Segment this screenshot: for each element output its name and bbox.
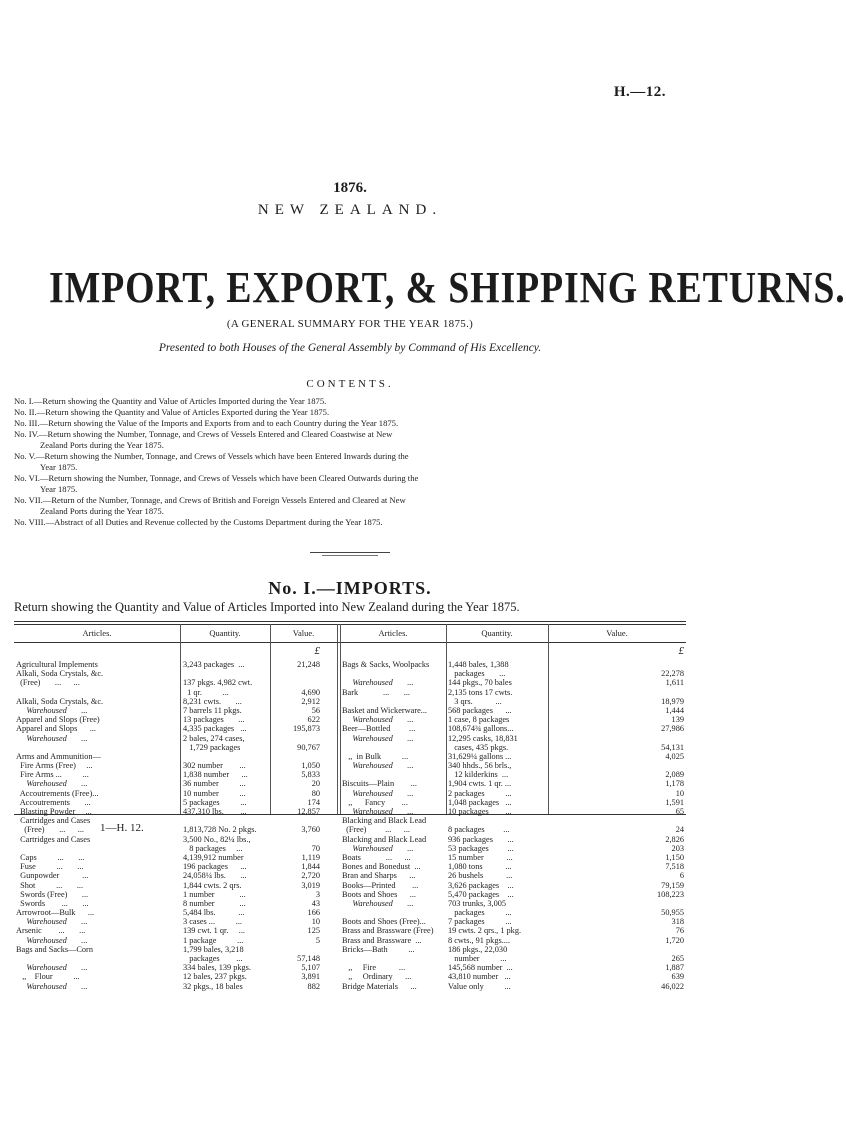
right-article-cell: ,, Ordinary ... xyxy=(342,972,412,982)
contents-item xyxy=(14,495,686,517)
table-rule xyxy=(14,621,686,622)
left-quantity-cell: 32 pkgs., 18 bales xyxy=(183,981,243,991)
left-value-cell xyxy=(272,835,320,844)
column-rule xyxy=(180,624,181,814)
right-value-cell: 139 xyxy=(671,715,684,725)
right-article-cell: Bark ... ... xyxy=(342,687,410,697)
left-value-cell: 80 xyxy=(311,788,320,798)
left-article-cell: (Free) ... ... xyxy=(16,825,84,835)
contents-item xyxy=(14,396,686,407)
left-article-cell: Fire Arms ... ... xyxy=(16,770,89,780)
left-value-cell: 3,760 xyxy=(301,825,320,835)
left-value-cell: 2,912 xyxy=(301,696,320,706)
right-quantity-cell: 108,674¾ gallons... xyxy=(448,724,514,734)
left-quantity-cell: 1 number ... xyxy=(183,889,246,899)
left-quantity-cell: 10 number ... xyxy=(183,788,246,798)
right-value-cell: 318 xyxy=(671,917,684,927)
left-value-cell xyxy=(272,816,320,825)
right-article-cell: Brass and Brassware (Free) xyxy=(342,926,434,936)
right-quantity-cell: packages ... xyxy=(448,669,506,679)
right-value-cell: 79,159 xyxy=(661,880,684,890)
currency-symbol: £ xyxy=(678,645,684,657)
column-rule xyxy=(337,624,338,814)
right-article-cell: Warehoused ... xyxy=(342,807,414,816)
right-article-cell: Warehoused ... xyxy=(342,898,414,908)
right-quantity-cell: 12,295 casks, 18,831 xyxy=(448,733,518,743)
left-article-cell: Alkali, Soda Crystals, &c. xyxy=(16,696,104,706)
right-value-cell: 27,986 xyxy=(661,724,684,734)
left-value-cell: 43 xyxy=(311,898,320,908)
left-value-cell: 125 xyxy=(307,926,320,936)
right-quantity-column xyxy=(448,660,547,991)
right-quantity-cell xyxy=(448,816,547,825)
left-value-cell: 3,019 xyxy=(301,880,320,890)
left-article-cell: Warehoused ... xyxy=(16,733,88,743)
left-quantity-cell: 302 number ... xyxy=(183,761,246,771)
left-article-cell: Shot ... ... xyxy=(16,880,84,890)
right-article-cell: Bridge Materials ... xyxy=(342,981,417,991)
right-article-cell: Boots and Shoes (Free)... xyxy=(342,917,426,927)
left-quantity-cell xyxy=(183,752,269,761)
left-quantity-cell: 3 cases ... ... xyxy=(183,917,242,927)
right-quantity-cell: 10 packages ... xyxy=(448,807,512,816)
right-value-cell: 1,591 xyxy=(665,797,684,807)
right-quantity-cell: 8 packages ... xyxy=(448,825,510,835)
right-value-cell: 24 xyxy=(675,825,684,835)
left-value-cell: 90,767 xyxy=(297,742,320,752)
left-article-cell: Gunpowder ... xyxy=(16,871,89,881)
left-quantity-cell: 8 number ... xyxy=(183,898,246,908)
contents-item-text: No. VI.—Return showing the Number, Tonnage, and Crews of Vessels which have been Cleared Outwards during the xyxy=(14,473,419,483)
right-value-cell: 76 xyxy=(675,926,684,936)
right-article-cell: Warehoused ... xyxy=(342,788,414,798)
left-value-cell xyxy=(272,669,320,678)
contents-item-continuation: Year 1875. xyxy=(40,484,78,494)
right-value-cell: 1,887 xyxy=(665,963,684,973)
left-value-cell: 5,833 xyxy=(301,770,320,780)
right-value-cell: 1,178 xyxy=(665,779,684,789)
right-article-cell: Books—Printed ... xyxy=(342,880,419,890)
right-article-cell xyxy=(342,669,445,678)
left-quantity-cell: 1,799 bales, 3,218 xyxy=(183,944,244,954)
right-value-cell xyxy=(550,660,684,669)
right-quantity-cell: 5,470 packages ... xyxy=(448,889,514,899)
left-value-cell: 5,107 xyxy=(301,963,320,973)
left-article-cell: (Free) ... ... xyxy=(16,678,80,688)
left-quantity-cell: 13 packages ... xyxy=(183,715,245,725)
contents-heading: CONTENTS. xyxy=(306,378,394,390)
right-value-cell: 65 xyxy=(675,807,684,816)
right-quantity-cell: 568 packages ... xyxy=(448,705,512,715)
right-value-cell: 46,022 xyxy=(661,981,684,991)
left-quantity-cell: 12 bales, 237 pkgs. xyxy=(183,972,247,982)
left-value-cell: 195,873 xyxy=(293,724,320,734)
right-article-cell: Biscuits—Plain ... xyxy=(342,779,417,789)
left-article-cell: Apparel and Slops (Free) xyxy=(16,715,100,725)
right-article-cell: ,, Fancy ... xyxy=(342,797,408,807)
left-article-cell: Warehoused ... xyxy=(16,917,88,927)
left-article-cell: Warehoused ... xyxy=(16,705,88,715)
currency-symbol: £ xyxy=(314,645,320,657)
left-quantity-cell xyxy=(183,669,269,678)
contents-item-text: No. V.—Return showing the Number, Tonnage, and Crews of Vessels which have been Entered Inwards during the xyxy=(14,451,409,461)
left-article-cell xyxy=(16,743,179,752)
left-article-cell: Swords (Free) ... xyxy=(16,889,89,899)
right-article-cell: Boats ... ... xyxy=(342,852,411,862)
right-quantity-cell: 2 packages ... xyxy=(448,788,512,798)
left-quantity-cell: 7 barrels 11 pkgs. xyxy=(183,705,242,715)
left-value-cell: 174 xyxy=(307,797,320,807)
right-value-cell: 7,518 xyxy=(665,862,684,872)
contents-item-text: No. VIII.—Abstract of all Duties and Revenue collected by the Customs Department during the Year 1875. xyxy=(14,517,383,527)
left-article-cell: Accoutrements ... xyxy=(16,797,91,807)
right-value-cell: 1,611 xyxy=(665,678,684,688)
right-value-cell xyxy=(550,899,684,908)
right-article-cell: Boots and Shoes ... xyxy=(342,889,416,899)
contents-item xyxy=(14,429,686,451)
right-articles-column xyxy=(342,660,445,991)
left-article-cell xyxy=(16,954,179,963)
table-rule xyxy=(14,624,686,625)
left-value-column xyxy=(272,660,320,991)
left-article-cell: Warehoused ... xyxy=(16,981,88,991)
left-quantity-cell: 1 qr. ... xyxy=(183,687,229,697)
left-quantity-cell: 36 number ... xyxy=(183,779,246,789)
right-quantity-cell: 1,448 bales, 1,388 xyxy=(448,660,509,669)
contents-item-continuation: Zealand Ports during the Year 1875. xyxy=(40,506,164,516)
right-quantity-cell: Value only ... xyxy=(448,981,511,991)
left-value-cell: 20 xyxy=(311,779,320,789)
contents-item xyxy=(14,473,686,495)
left-value-cell: 12,857 xyxy=(297,807,320,816)
left-article-cell: Agricultural Implements xyxy=(16,660,98,669)
left-value-cell xyxy=(272,945,320,954)
left-quantity-cell: 24,058¼ lbs. ... xyxy=(183,871,247,881)
header-quantity: Quantity. xyxy=(209,628,241,638)
left-value-cell: 3 xyxy=(315,889,320,899)
left-value-cell: 882 xyxy=(307,981,320,991)
header-value: Value. xyxy=(606,628,628,638)
left-article-cell: Bags and Sacks—Corn xyxy=(16,944,93,954)
sheet-number: H.—12. xyxy=(613,84,666,100)
right-quantity-cell: 3 qrs. ... xyxy=(448,696,502,706)
left-value-cell: 70 xyxy=(311,843,320,853)
left-value-cell xyxy=(272,752,320,761)
right-quantity-cell: 12 kilderkins ... xyxy=(448,770,509,780)
left-article-cell: Fuse ... ... xyxy=(16,862,84,872)
right-quantity-cell: 3,626 packages ... xyxy=(448,880,514,890)
right-value-cell: 108,223 xyxy=(657,889,684,899)
right-value-cell: 1,720 xyxy=(665,935,684,945)
left-article-cell: Arms and Ammunition— xyxy=(16,751,101,761)
left-value-cell: 2,720 xyxy=(301,871,320,881)
table-rule xyxy=(14,642,686,643)
left-quantity-cell: 2 bales, 274 cases, xyxy=(183,733,245,743)
left-article-cell: Swords ... ... xyxy=(16,898,89,908)
right-value-cell xyxy=(550,816,684,825)
right-article-cell: ,, Fire ... xyxy=(342,963,406,973)
left-value-cell: 57,148 xyxy=(297,954,320,963)
left-article-cell: Warehoused ... xyxy=(16,963,88,973)
right-value-cell: 203 xyxy=(671,843,684,853)
right-article-cell: Bran and Sharps ... xyxy=(342,871,416,881)
right-article-cell: Bones and Bonedust ... xyxy=(342,862,421,872)
right-article-cell: Blacking and Black Lead xyxy=(342,816,427,826)
right-quantity-cell: 26 bushels ... xyxy=(448,871,513,881)
contents-item-continuation: Year 1875. xyxy=(40,462,78,472)
header-articles: Articles. xyxy=(82,628,112,638)
right-value-cell: 1,150 xyxy=(665,852,684,862)
right-quantity-cell: 15 number ... xyxy=(448,852,513,862)
left-value-cell: 622 xyxy=(307,715,320,725)
right-value-cell: 265 xyxy=(671,954,684,963)
right-value-cell: 4,025 xyxy=(665,751,684,761)
left-article-cell: ,, Flour ... xyxy=(16,972,80,982)
header-quantity: Quantity. xyxy=(481,628,513,638)
left-quantity-cell: 1,813,728 No. 2 pkgs. xyxy=(183,825,257,835)
column-rule xyxy=(446,624,447,814)
right-value-cell xyxy=(550,945,684,954)
left-quantity-cell: 437,310 lbs. ... xyxy=(183,807,247,816)
right-article-cell: Warehoused ... xyxy=(342,715,414,725)
left-value-cell: 10 xyxy=(311,917,320,927)
left-quantity-cell: 8,231 cwts. ... xyxy=(183,696,242,706)
section-title: No. I.—IMPORTS. xyxy=(268,578,432,598)
right-article-cell: Basket and Wickerware... xyxy=(342,705,427,715)
right-article-cell: Bags & Sacks, Woolpacks xyxy=(342,660,430,669)
right-article-cell xyxy=(342,908,445,917)
contents-item-text: No. IV.—Return showing the Number, Tonnage, and Crews of Vessels Entered and Cleared Coastwise at New xyxy=(14,429,393,439)
left-quantity-cell: 4,335 packages ... xyxy=(183,724,247,734)
right-quantity-cell: 1,080 tons ... xyxy=(448,862,512,872)
right-value-cell: 2,089 xyxy=(665,770,684,780)
left-quantity-cell: 3,500 No., 82¼ lbs., xyxy=(183,834,251,844)
left-quantity-column xyxy=(183,660,269,991)
left-value-cell: 166 xyxy=(307,908,320,918)
right-value-cell: 54,131 xyxy=(661,742,684,752)
right-article-cell: Warehoused ... xyxy=(342,843,414,853)
left-quantity-cell: 5,484 lbs. ... xyxy=(183,908,245,918)
left-article-cell: Cartridges and Cases xyxy=(16,834,91,844)
section-divider xyxy=(322,555,378,556)
left-value-cell: 56 xyxy=(311,705,320,715)
presented-line: Presented to both Houses of the General Assembly by Command of His Excellency. xyxy=(158,342,542,354)
right-article-cell: Beer—Bottled ... xyxy=(342,724,416,734)
left-quantity-cell: 1,844 cwts. 2 qrs. xyxy=(183,880,242,890)
left-value-cell: 1,844 xyxy=(301,862,320,872)
right-article-cell: ,, in Bulk ... xyxy=(342,751,409,761)
right-value-cell xyxy=(550,688,684,697)
return-caption: Return showing the Quantity and Value of Articles Imported into New Zealand during the Year 1875. xyxy=(14,600,520,614)
left-quantity-cell: 8 packages ... xyxy=(183,843,243,853)
page-footer: 1—H. 12. xyxy=(100,822,144,834)
right-quantity-cell: 1,048 packages ... xyxy=(448,797,512,807)
right-value-cell: 6 xyxy=(679,871,684,881)
country: NEW ZEALAND. xyxy=(257,202,443,218)
year: 1876. xyxy=(333,180,367,196)
contents-item xyxy=(14,418,686,429)
left-quantity-cell: packages ... xyxy=(183,954,243,963)
right-article-cell xyxy=(342,743,445,752)
contents-item xyxy=(14,451,686,473)
left-article-cell xyxy=(16,688,179,697)
right-article-cell xyxy=(342,770,445,779)
right-quantity-cell: 2,135 tons 17 cwts. xyxy=(448,687,513,697)
document-title: IMPORT, EXPORT, & SHIPPING RETURNS. xyxy=(49,263,846,312)
left-value-cell xyxy=(272,734,320,743)
contents-list xyxy=(14,396,686,528)
right-quantity-cell: 145,568 number ... xyxy=(448,963,513,973)
right-value-cell: 18,979 xyxy=(661,696,684,706)
right-value-cell: 639 xyxy=(671,972,684,982)
right-article-cell xyxy=(342,954,445,963)
right-quantity-cell: 19 cwts. 2 qrs., 1 pkg. xyxy=(448,926,522,936)
section-divider xyxy=(310,552,390,553)
contents-item-text: No. VII.—Return of the Number, Tonnage, and Crews of British and Foreign Vessels Entered and Cleared at New xyxy=(14,495,406,505)
contents-item-text: No. I.—Return showing the Quantity and Value of Articles Imported during the Year 1875. xyxy=(14,396,327,406)
right-value-cell: 50,955 xyxy=(661,908,684,918)
left-quantity-cell: 5 packages ... xyxy=(183,797,247,807)
right-article-cell: (Free) ... ... xyxy=(342,825,410,835)
right-quantity-cell: 340 hhds., 56 brls., xyxy=(448,761,512,771)
right-value-cell: 10 xyxy=(675,788,684,798)
left-article-cell: Arsenic ... ... xyxy=(16,926,86,936)
right-value-cell xyxy=(550,734,684,743)
right-quantity-cell: 43,810 number ... xyxy=(448,972,511,982)
left-article-cell: Fire Arms (Free) ... xyxy=(16,761,93,771)
left-article-cell: Accoutrements (Free)... xyxy=(16,788,99,798)
column-rule xyxy=(340,624,341,814)
left-value-cell: 4,690 xyxy=(301,687,320,697)
document-subtitle: (A GENERAL SUMMARY FOR THE YEAR 1875.) xyxy=(226,318,474,330)
right-article-cell xyxy=(342,697,445,706)
left-quantity-cell: 137 pkgs. 4,982 cwt. xyxy=(183,678,253,688)
left-quantity-cell: 3,243 packages ... xyxy=(183,660,245,669)
left-quantity-cell xyxy=(183,816,269,825)
left-value-cell: 5 xyxy=(315,935,320,945)
left-quantity-cell: 4,139,912 number xyxy=(183,852,244,862)
right-article-cell: Warehoused ... xyxy=(342,761,414,771)
right-quantity-cell: cases, 435 pkgs. xyxy=(448,742,509,752)
left-article-cell: Arrowroot—Bulk ... xyxy=(16,908,95,918)
right-quantity-cell: 186 pkgs., 22,030 xyxy=(448,944,508,954)
right-value-cell xyxy=(550,761,684,770)
right-value-cell: 1,444 xyxy=(665,705,684,715)
contents-item xyxy=(14,517,686,528)
left-article-cell: Blasting Powder ... xyxy=(16,807,92,816)
left-article-cell: Caps ... ... xyxy=(16,852,85,862)
left-quantity-cell: 334 bales, 139 pkgs. xyxy=(183,963,251,973)
right-article-cell: Brass and Brassware ... xyxy=(342,935,422,945)
left-quantity-cell: 1 package ... xyxy=(183,935,244,945)
right-article-cell: Bricks—Bath ... xyxy=(342,944,415,954)
contents-item xyxy=(14,407,686,418)
right-quantity-cell: 8 cwts., 91 pkgs.... xyxy=(448,935,510,945)
right-quantity-cell: 936 packages ... xyxy=(448,834,514,844)
right-quantity-cell: 31,629¼ gallons ... xyxy=(448,751,512,761)
right-article-cell: Warehoused ... xyxy=(342,678,414,688)
right-quantity-cell: 703 trunks, 3,005 xyxy=(448,898,507,908)
right-quantity-cell: packages ... xyxy=(448,908,512,918)
left-value-cell: 1,050 xyxy=(301,761,320,771)
left-value-cell: 1,119 xyxy=(301,852,320,862)
left-value-cell xyxy=(272,678,320,687)
right-article-cell: Warehoused ... xyxy=(342,733,414,743)
left-value-cell: 3,891 xyxy=(301,972,320,982)
left-quantity-cell: 139 cwt. 1 qr. ... xyxy=(183,926,245,936)
right-quantity-cell: 1 case, 8 packages xyxy=(448,715,510,725)
right-quantity-cell: 7 packages ... xyxy=(448,917,512,927)
left-article-cell: Cartridges and Cases xyxy=(16,816,91,826)
left-article-cell: Apparel and Slops ... xyxy=(16,724,96,734)
contents-item-text: No. III.—Return showing the Value of the Imports and Exports from and to each Country during the Year 1875. xyxy=(14,418,399,428)
header-value: Value. xyxy=(292,628,315,638)
right-quantity-cell: 53 packages ... xyxy=(448,843,514,853)
left-value-cell: 21,248 xyxy=(297,660,320,669)
left-quantity-cell: 1,838 number ... xyxy=(183,770,248,780)
left-article-cell: Warehoused ... xyxy=(16,935,88,945)
right-quantity-cell: 1,904 cwts. 1 qr. ... xyxy=(448,779,512,789)
header-articles: Articles. xyxy=(378,628,408,638)
left-article-cell: Alkali, Soda Crystals, &c. xyxy=(16,669,104,679)
right-quantity-cell: 144 pkgs., 70 bales xyxy=(448,678,512,688)
left-articles-column xyxy=(16,660,179,991)
right-quantity-cell: number ... xyxy=(448,954,507,963)
right-value-cell: 2,826 xyxy=(665,834,684,844)
right-value-column xyxy=(550,660,684,991)
contents-item-text: No. II.—Return showing the Quantity and Value of Articles Exported during the Year 1875. xyxy=(14,407,330,417)
left-quantity-cell: 1,729 packages xyxy=(183,742,241,752)
left-article-cell xyxy=(16,844,179,853)
left-article-cell: Warehoused ... xyxy=(16,779,88,789)
right-article-cell: Blacking and Black Lead xyxy=(342,834,427,844)
right-value-cell: 22,278 xyxy=(661,669,684,679)
contents-item-continuation: Zealand Ports during the Year 1875. xyxy=(40,440,164,450)
left-quantity-cell: 196 packages ... xyxy=(183,862,247,872)
